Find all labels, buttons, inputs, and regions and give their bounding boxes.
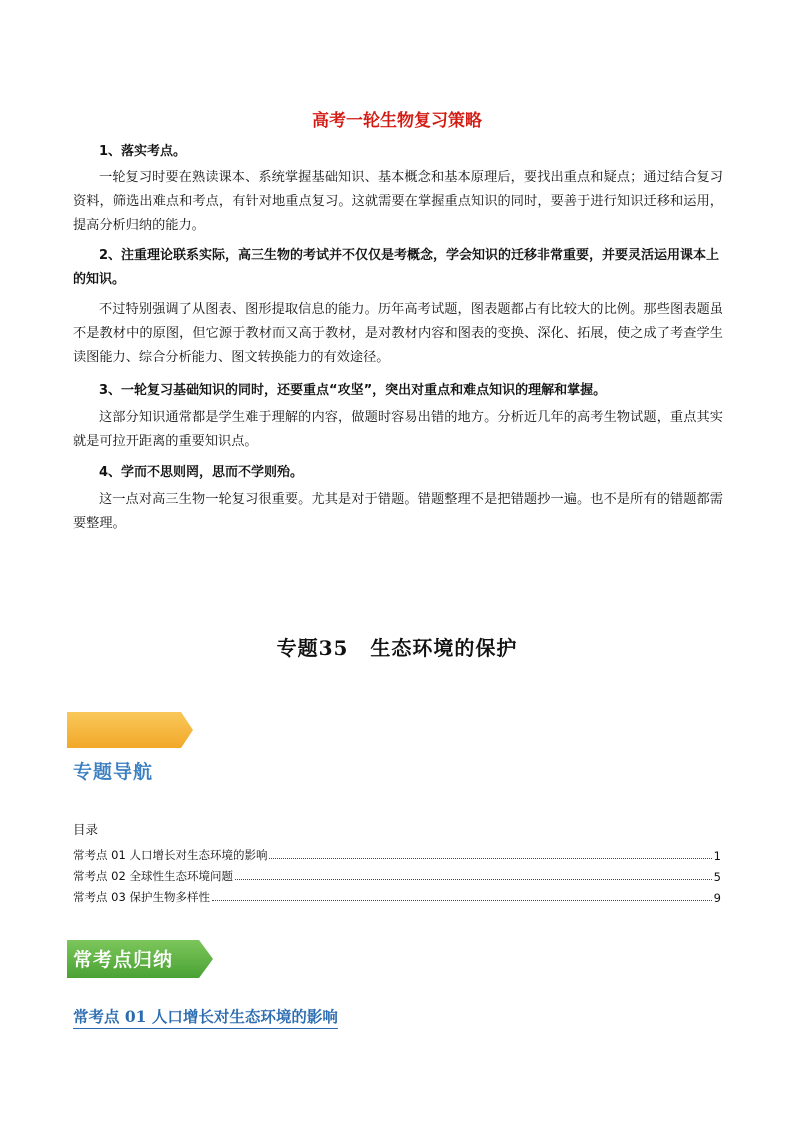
- point-2-heading: 2、注重理论联系实际，高三生物的考试并不仅仅是考概念，学会知识的迁移非常重要，并要灵活运用课本上的知识。: [73, 248, 720, 287]
- point-4-body: 这一点对高三生物一轮复习很重要。尤其是对于错题。错题整理不是把错题抄一遍。也不是所有的错题都需要整理。: [73, 492, 723, 531]
- toc-entry-label: 常考点 02 全球性生态环境问题: [73, 869, 233, 883]
- toc-leader: [269, 858, 711, 859]
- toc-entry-page: 1: [713, 849, 721, 863]
- point-1-heading: 1、落实考点。: [99, 144, 187, 159]
- point-4-heading: 4、学而不思则罔，思而不学则殆。: [99, 465, 304, 480]
- toc-entry-label: 常考点 01 人口增长对生态环境的影响: [73, 848, 268, 862]
- point-1-body: 一轮复习时要在熟读课本、系统掌握基础知识、基本概念和基本原理后，要找出重点和疑点；通过结合复习资料，筛选出难点和考点，有针对地重点复习。这就需要在掌握重点知识的同时，要善于进行知识迁移和运用，提高分析归纳的能力。: [73, 170, 723, 233]
- nav-title: 专题导航: [73, 761, 154, 783]
- toc-entry[interactable]: [73, 887, 721, 905]
- point-3-heading: 3、一轮复习基础知识的同时，还要重点“攻坚”，突出对重点和难点知识的理解和掌握。: [99, 383, 607, 398]
- toc-entry-page: 9: [713, 891, 721, 905]
- toc-entry[interactable]: [73, 845, 721, 863]
- toc-label: 目录: [73, 822, 99, 837]
- toc-entry[interactable]: [73, 866, 721, 884]
- point-3-body: 这部分知识通常都是学生难于理解的内容，做题时容易出错的地方。分析近几年的高考生物试题，重点其实就是可拉开距离的重要知识点。: [73, 410, 723, 449]
- toc-leader: [235, 879, 712, 880]
- topic-name: 生态环境的保护: [370, 636, 518, 660]
- point-2-body: 不过特别强调了从图表、图形提取信息的能力。历年高考试题，图表题都占有比较大的比例。那些图表题虽不是教材中的原图，但它源于教材而又高于教材，是对教材内容和图表的变换、深化、拓展，使之成了考查学生读图能力、综合分析能力、图文转换能力的有效途径。: [73, 302, 723, 365]
- toc-entry-page: 5: [713, 870, 721, 884]
- toc-entry-label: 常考点 03 保护生物多样性: [73, 890, 210, 904]
- page-title: 高考一轮生物复习策略: [312, 111, 482, 131]
- summary-banner: 常考点归纳: [73, 949, 174, 971]
- section-title[interactable]: 常考点 01 人口增长对生态环境的影响: [73, 1005, 338, 1029]
- toc-leader: [212, 900, 712, 901]
- topic-title: [0, 632, 794, 661]
- topic-number: 专题35: [276, 636, 349, 660]
- nav-banner-shape: [67, 712, 193, 748]
